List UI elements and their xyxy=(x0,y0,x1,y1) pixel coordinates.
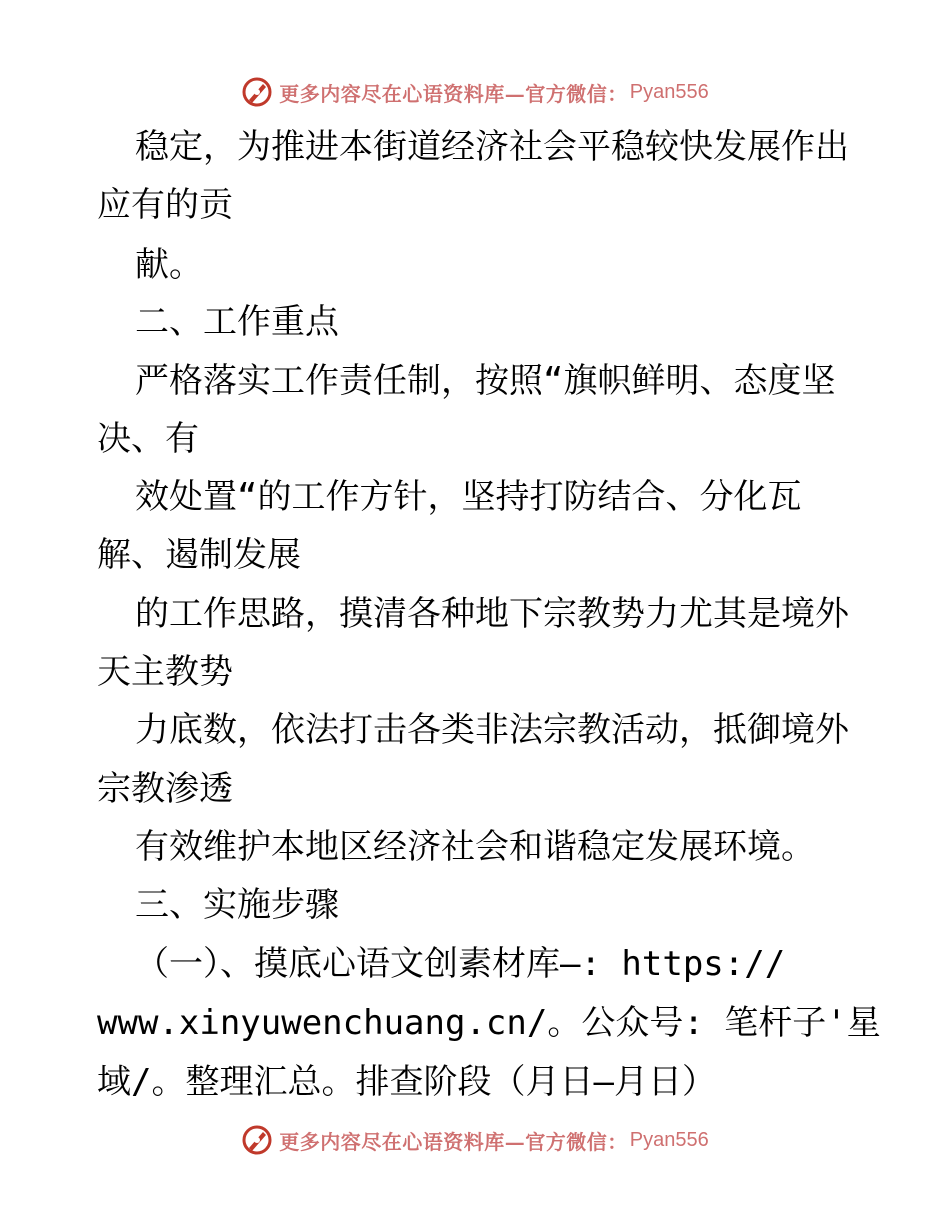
text-line: （一）、摸底心语文创素材库—: https:// xyxy=(135,944,786,984)
pen-logo-icon xyxy=(241,76,273,108)
text-line: 的工作思路，摸清各种地下宗教势力尤其是境外 xyxy=(135,594,849,634)
pen-logo-icon xyxy=(241,1124,273,1156)
header-banner xyxy=(0,72,950,112)
text-line: 稳定，为推进本街道经济社会平稳较快发展作出 xyxy=(135,127,849,167)
banner-text: 更多内容尽在心语资料库—官方微信： xyxy=(279,81,628,106)
text-line: 力底数，依法打击各类非法宗教活动，抵御境外 xyxy=(135,710,849,750)
banner-wechat-id: Pyan556 xyxy=(629,80,709,103)
text-line: 献。 xyxy=(135,245,203,285)
text-line: 应有的贡 xyxy=(97,185,233,225)
text-line: 宗教渗透 xyxy=(97,769,233,809)
text-line: 效处置“的工作方针，坚持打防结合、分化瓦 xyxy=(135,477,802,517)
text-line: 天主教势 xyxy=(97,652,233,692)
text-line: 严格落实工作责任制，按照“旗帜鲜明、态度坚 xyxy=(135,361,836,401)
text-line: www.xinyuwenchuang.cn/。公众号: 笔杆子'星 xyxy=(97,1003,881,1043)
section-heading: 三、实施步骤 xyxy=(135,885,339,925)
text-line: 有效维护本地区经济社会和谐稳定发展环境。 xyxy=(135,827,815,867)
text-line: 决、有 xyxy=(97,419,199,459)
text-line: 解、遏制发展 xyxy=(97,535,301,575)
section-heading: 二、工作重点 xyxy=(135,302,339,342)
footer-banner xyxy=(0,1120,950,1160)
banner-wechat-id: Pyan556 xyxy=(629,1128,709,1151)
text-line: 域/。整理汇总。排查阶段（月日—月日） xyxy=(97,1062,716,1102)
banner-text: 更多内容尽在心语资料库—官方微信： xyxy=(279,1129,628,1154)
